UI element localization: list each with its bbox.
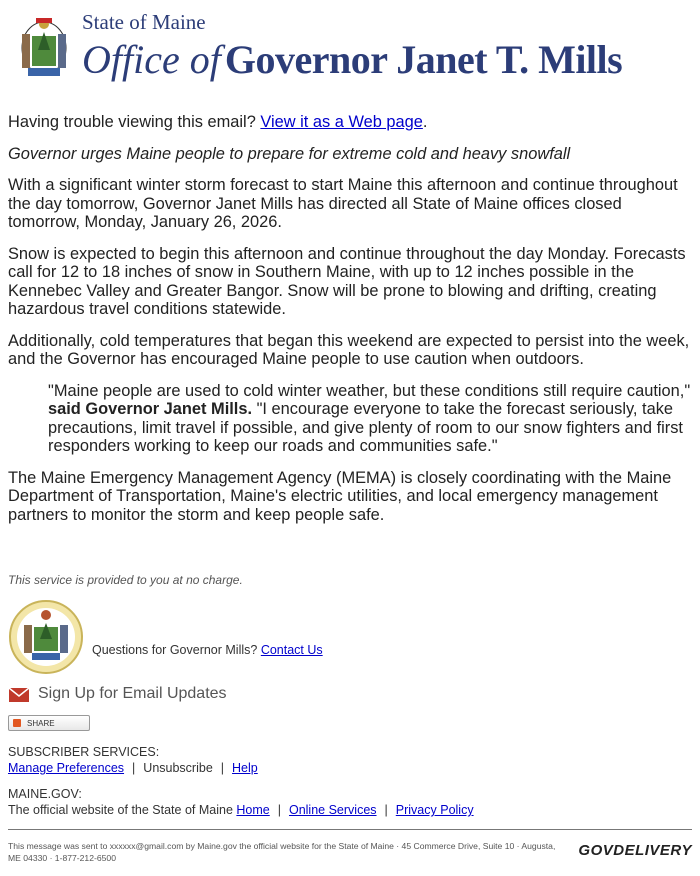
paragraph-2: Snow is expected to begin this afternoon and continue throughout the day Monday. Forecasts call for 12 to 18 inches of snow in Southern Maine, with up to 12 inches possible in the Kennebec Valley and Greater Bangor. Snow will be prone to blowing and drifting, creating hazardous travel conditions statewide. — [8, 244, 686, 318]
governor-quote — [48, 382, 692, 456]
quote-start: "Maine people are used to cold winter weather, but these conditions still require caution," — [48, 381, 691, 400]
office-title — [82, 36, 622, 83]
header — [14, 6, 694, 86]
share-label: SHARE — [27, 718, 55, 728]
contact-us-link[interactable]: Contact Us — [260, 643, 323, 657]
privacy-policy-link[interactable]: Privacy Policy — [395, 803, 474, 817]
trouble-period: . — [422, 113, 428, 131]
signup-row[interactable] — [8, 681, 692, 707]
trouble-viewing-line — [8, 113, 692, 132]
quote-attribution: said Governor Janet Mills. — [48, 400, 253, 418]
home-link[interactable]: Home — [236, 803, 270, 817]
separator: | — [277, 803, 281, 817]
divider — [8, 829, 692, 830]
contact-row — [8, 599, 692, 675]
email-body — [8, 113, 692, 537]
online-services-link[interactable]: Online Services — [288, 803, 377, 817]
maine-gov-title: MAINE.GOV: — [8, 787, 82, 801]
share-icon — [13, 719, 21, 727]
quote-end: "I encourage everyone to take the forecast seriously, take precautions, limit travel if possible, and give plenty of room to our snow fighters and first responders working to keep our roads and communities safe." — [48, 400, 683, 455]
free-service-note: This service is provided to you at no charge. — [8, 573, 243, 587]
separator: | — [220, 761, 225, 775]
state-of-maine-label: State of Maine — [82, 10, 206, 34]
paragraph-1: With a significant winter storm forecast to start Maine this afternoon and continue throughout the day tomorrow, Governor Janet Mills has directed all State of Maine offices closed tomorrow, Monday, January 26, 2026. — [8, 176, 678, 231]
separator: | — [132, 761, 136, 775]
maine-gov-links — [8, 803, 692, 817]
office-of-text: Office of — [82, 37, 221, 82]
help-link[interactable]: Help — [232, 761, 258, 775]
maine-seal-icon — [14, 10, 74, 84]
paragraph-4: The Maine Emergency Management Agency (MEMA) is closely coordinating with the Maine Department of Transportation, Maine's electric utilities, and local emergency management partners to monitor the storm and keep people safe. — [8, 468, 672, 524]
share-button[interactable] — [8, 715, 90, 731]
lead-headline: Governor urges Maine people to prepare for extreme cold and heavy snowfall — [8, 144, 571, 163]
trouble-text: Having trouble viewing this email? — [8, 113, 256, 131]
manage-preferences-link[interactable]: Manage Preferences — [8, 761, 125, 775]
envelope-icon — [8, 684, 30, 704]
footer — [8, 573, 692, 876]
unsubscribe-link[interactable]: Unsubscribe — [143, 761, 213, 775]
governor-name-text: Governor Janet T. Mills — [224, 37, 623, 82]
questions-text: Questions for Governor Mills? — [92, 643, 258, 657]
signup-text[interactable]: Sign Up for Email Updates — [38, 685, 227, 702]
subscriber-links — [8, 761, 692, 775]
paragraph-3: Additionally, cold temperatures that began this weekend are expected to persist into the week, and the Governor has encouraged Maine people to use caution when outdoors. — [8, 331, 690, 368]
govdelivery-text: GOVDELIVERY — [578, 842, 692, 859]
separator: | — [384, 803, 388, 817]
sender-info: This message was sent to xxxxxx@gmail.com by Maine.gov the official website for the State of Maine · 45 Commerce Drive, Suite 10 · Augusta, ME 04330 · 1-877-212-6500 — [8, 841, 556, 863]
govdelivery-logo[interactable] — [578, 842, 692, 859]
maine-seal-small-icon — [8, 599, 86, 675]
maine-gov-description: The official website of the State of Maine — [8, 803, 233, 817]
view-web-page-link[interactable]: View it as a Web page — [260, 113, 423, 131]
subscriber-services-title: SUBSCRIBER SERVICES: — [8, 745, 160, 759]
questions-line — [92, 643, 323, 657]
